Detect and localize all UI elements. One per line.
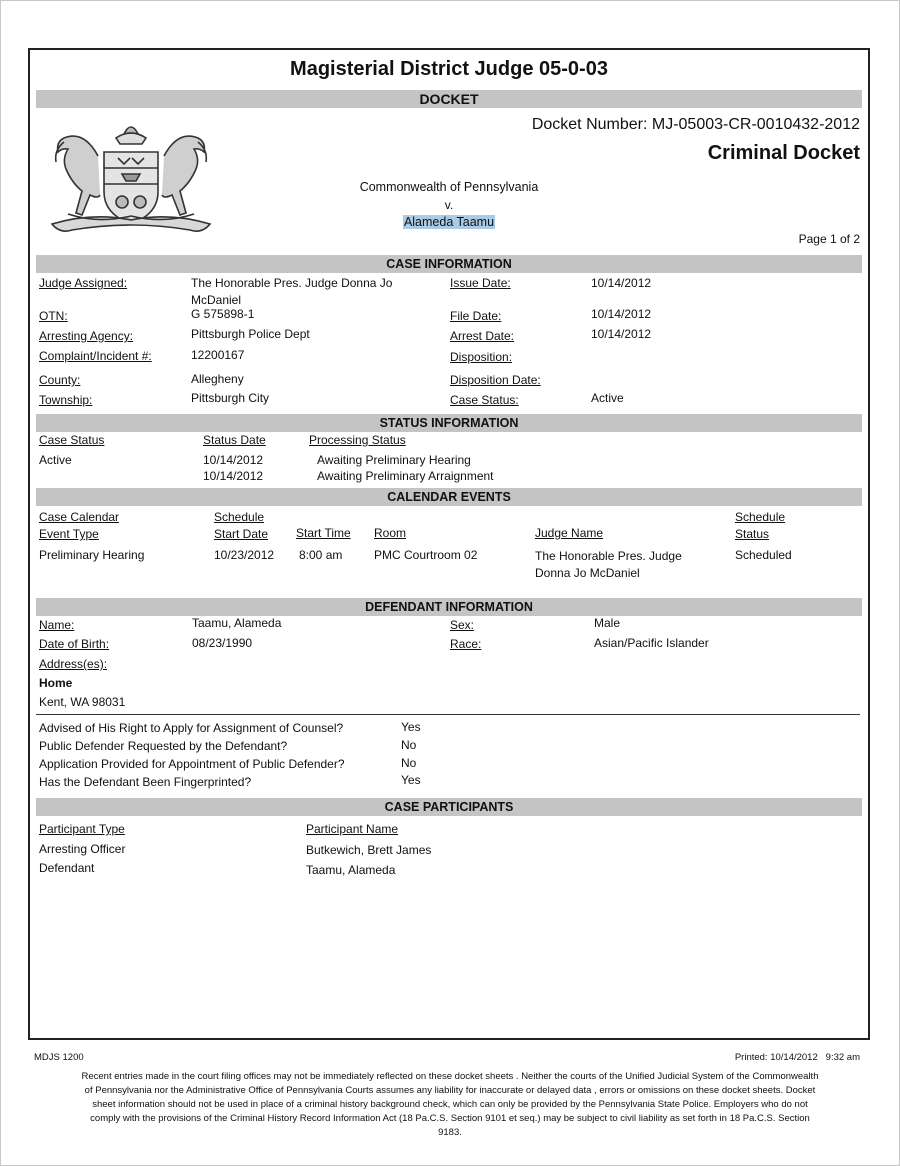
status-row-2-processing: Awaiting Preliminary Arraignment (317, 469, 494, 483)
case-status-label: Case Status: (450, 393, 519, 407)
township-value: Pittsburgh City (191, 391, 270, 405)
otn-label: OTN: (39, 309, 68, 323)
calendar-judge-line1: The Honorable Pres. Judge (535, 549, 682, 563)
defendant-divider (36, 714, 860, 715)
question-counsel: Advised of His Right to Apply for Assignment of Counsel? (39, 721, 344, 735)
page-number: Page 1 of 2 (798, 232, 860, 246)
calendar-events-band: CALENDAR EVENTS (36, 488, 862, 506)
case-status-value: Active (591, 391, 624, 405)
status-information-band: STATUS INFORMATION (36, 414, 862, 432)
participant-1-name: Butkewich, Brett James (306, 843, 432, 857)
county-label: County: (39, 373, 81, 387)
status-col-processing: Processing Status (309, 433, 406, 447)
defendant-address-type: Home (39, 676, 73, 690)
file-date-value: 10/14/2012 (591, 307, 652, 321)
otn-value: G 575898-1 (191, 307, 255, 321)
defendant-address-label: Address(es): (39, 657, 108, 671)
participant-2-name: Taamu, Alameda (306, 863, 396, 877)
complaint-label: Complaint/Incident #: (39, 349, 152, 363)
status-col-status-date: Status Date (203, 433, 266, 447)
case-participants-band: CASE PARTICIPANTS (36, 798, 862, 816)
calendar-col-schedule-status-1: Schedule (735, 510, 786, 524)
docket-type: Criminal Docket (707, 142, 860, 164)
defendant-sex-label: Sex: (450, 618, 475, 632)
case-information-band: CASE INFORMATION (36, 255, 862, 273)
judge-assigned-line1: The Honorable Pres. Judge Donna Jo (191, 276, 393, 290)
versus: v. (444, 198, 454, 212)
defendant-dob-value: 08/23/1990 (192, 636, 253, 650)
defendant-name-highlight: Alameda Taamu (403, 215, 495, 229)
form-id: MDJS 1200 (34, 1052, 84, 1063)
calendar-judge-line2: Donna Jo McDaniel (535, 566, 640, 580)
status-row-1-date: 10/14/2012 (203, 453, 264, 467)
defendant-name-value: Taamu, Alameda (192, 616, 282, 630)
participants-col-type: Participant Type (39, 822, 125, 836)
arresting-agency-label: Arresting Agency: (39, 329, 134, 343)
disposition-date-label: Disposition Date: (450, 373, 541, 387)
question-fingerprinted: Has the Defendant Been Fingerprinted? (39, 775, 252, 789)
calendar-col-start-time: Start Time (296, 526, 351, 540)
defendant-caption (30, 215, 868, 229)
printed-timestamp: Printed: 10/14/2012 9:32 am (734, 1052, 860, 1063)
calendar-event-type: Preliminary Hearing (39, 548, 145, 562)
plaintiff: Commonwealth of Pennsylvania (359, 180, 539, 194)
question-application: Application Provided for Appointment of Public Defender? (39, 757, 345, 771)
township-label: Township: (39, 393, 93, 407)
defendant-information-band: DEFENDANT INFORMATION (36, 598, 862, 616)
docket-frame (28, 48, 870, 1040)
disposition-label: Disposition: (450, 350, 513, 364)
defendant-address-value: Kent, WA 98031 (39, 695, 126, 709)
answer-fingerprinted: Yes (401, 773, 421, 787)
calendar-col-case-calendar: Case Calendar (39, 510, 120, 524)
participants-col-name: Participant Name (306, 822, 399, 836)
calendar-col-start-date: Start Date (214, 527, 269, 541)
participant-1-type: Arresting Officer (39, 842, 126, 856)
answer-application: No (401, 756, 417, 770)
status-row-1-processing: Awaiting Preliminary Hearing (317, 453, 471, 467)
calendar-start-date: 10/23/2012 (214, 548, 275, 562)
calendar-room: PMC Courtroom 02 (374, 548, 478, 562)
judge-assigned-line2: McDaniel (191, 293, 242, 307)
question-public-defender: Public Defender Requested by the Defendant? (39, 739, 288, 753)
issue-date-label: Issue Date: (450, 276, 511, 290)
arrest-date-value: 10/14/2012 (591, 327, 652, 341)
defendant-race-label: Race: (450, 637, 482, 651)
complaint-value: 12200167 (191, 348, 245, 362)
file-date-label: File Date: (450, 309, 502, 323)
calendar-start-time: 8:00 am (299, 548, 343, 562)
calendar-col-schedule-status-2: Status (735, 527, 770, 541)
arresting-agency-value: Pittsburgh Police Dept (191, 327, 310, 341)
docket-number: Docket Number: MJ-05003-CR-0010432-2012 (531, 116, 860, 133)
calendar-schedule-status: Scheduled (735, 548, 792, 562)
answer-public-defender: No (401, 738, 417, 752)
docket-band: DOCKET (36, 90, 862, 108)
arrest-date-label: Arrest Date: (450, 329, 515, 343)
court-title: Magisterial District Judge 05-0-03 (290, 58, 608, 80)
judge-assigned-label: Judge Assigned: (39, 276, 128, 290)
defendant-name-label: Name: (39, 618, 75, 632)
county-value: Allegheny (191, 372, 244, 386)
calendar-col-schedule: Schedule (214, 510, 265, 524)
answer-counsel: Yes (401, 720, 421, 734)
status-col-case-status: Case Status (39, 433, 105, 447)
calendar-col-room: Room (374, 526, 407, 540)
calendar-col-judge-name: Judge Name (535, 526, 604, 540)
participant-2-type: Defendant (39, 861, 95, 875)
status-value: Active (39, 453, 72, 467)
status-row-2-date: 10/14/2012 (203, 469, 264, 483)
issue-date-value: 10/14/2012 (591, 276, 652, 290)
defendant-race-value: Asian/Pacific Islander (594, 636, 709, 650)
disclaimer: Recent entries made in the court filing offices may not be immediately reflected on these docket sheets . Neither the courts of the Unified Judicial System of the Commonwealth of Pennsylvania nor the Administrative Office of Pennsylvania Courts assumes any liability for inaccurate or delayed data , errors or omissions on these docket sheets. Docket sheet information should not be used in place of a criminal history background check, which can only be provided by the Pennsylvania State Police. Employers who do not comply with the provisions of the Criminal History Record Information Act (18 Pa.C.S. Section 9101 et seq.) may be subject to civil liability as set forth in 18 Pa.C.S. Section 9183. (81, 1071, 819, 1138)
defendant-sex-value: Male (594, 616, 621, 630)
defendant-dob-label: Date of Birth: (39, 637, 110, 651)
calendar-col-event-type: Event Type (39, 527, 99, 541)
